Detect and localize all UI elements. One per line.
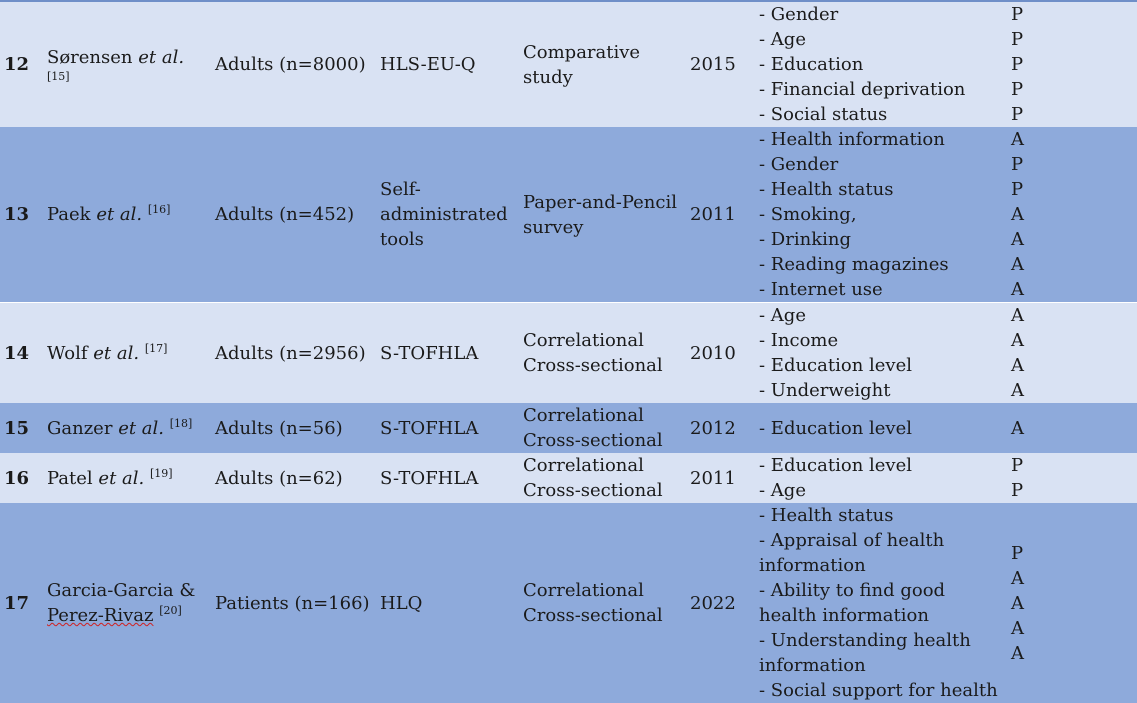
row-number: 17 <box>4 592 30 614</box>
table-row-15 <box>0 403 1137 453</box>
participants-cell: Patients (n=166) <box>215 592 370 614</box>
participants-cell: Adults (n=8000) <box>215 54 366 75</box>
year-cell: 2011 <box>690 204 736 225</box>
factors-cell: - Education level <box>759 417 912 439</box>
year-cell: 2011 <box>690 467 736 489</box>
design-cell: Correlational Cross-sectional <box>523 455 663 501</box>
row-number: 14 <box>4 342 30 364</box>
year-cell: 2010 <box>690 342 736 364</box>
reference: [20] <box>159 604 182 617</box>
tool-cell: HLQ <box>380 592 423 614</box>
table-row-13 <box>0 127 1137 302</box>
row-number: 12 <box>4 54 30 75</box>
reference: [15] <box>47 70 70 83</box>
design-cell: Correlational Cross-sectional <box>523 405 663 451</box>
tool-cell: S-TOFHLA <box>380 342 479 364</box>
tool-cell: S-TOFHLA <box>380 467 479 489</box>
tool-cell: Self- administrated tools <box>380 179 508 250</box>
reference: [16] <box>147 203 171 216</box>
tool-cell: S-TOFHLA <box>380 417 479 439</box>
row-number: 13 <box>4 204 30 225</box>
design-cell: Correlational Cross-sectional <box>523 330 663 376</box>
author-cell: Patel et al. [19] <box>47 466 173 489</box>
design-cell: Comparative study <box>523 41 641 88</box>
factors-cell: - Health information - Gender - Health status - Smoking, - Drinking - Reading magazines - Internet use <box>759 129 949 300</box>
effects-cell: A A A A <box>1011 305 1024 401</box>
effects-cell: A <box>1011 417 1024 439</box>
table-row-17 <box>0 503 1137 703</box>
table-row-14 <box>0 303 1137 403</box>
table-row-12 <box>0 2 1137 127</box>
year-cell: 2022 <box>690 592 736 614</box>
reference: [17] <box>144 341 168 355</box>
design-cell: Correlational Cross-sectional <box>523 580 663 626</box>
effects-cell: P P P P P <box>1011 4 1024 125</box>
participants-cell: Adults (n=452) <box>215 204 355 225</box>
effects-cell: P P <box>1011 455 1024 501</box>
row-number: 15 <box>4 417 30 439</box>
reference: [19] <box>149 466 173 480</box>
author-cell: Sørensen et al. [15] <box>47 2 207 127</box>
table-row-16 <box>0 453 1137 503</box>
author-cell: Garcia-Garcia & Perez-Rivaz [20] <box>47 580 196 626</box>
effects-cell: P A A A A <box>1011 542 1024 664</box>
row-number: 16 <box>4 467 30 489</box>
participants-cell: Adults (n=62) <box>215 467 343 489</box>
design-cell: Paper-and-Pencil survey <box>523 191 677 238</box>
factors-cell: - Education level - Age <box>759 455 912 501</box>
factors-cell: - Age - Income - Education level - Underweight <box>759 305 912 401</box>
participants-cell: Adults (n=56) <box>215 417 343 439</box>
factors-cell: - Health status - Appraisal of health information - Ability to find good health information - Understanding health information - Social support for health <box>759 505 998 701</box>
reference: [18] <box>169 416 193 430</box>
author-cell: Wolf et al. [17] <box>47 341 168 364</box>
year-cell: 2015 <box>690 54 736 75</box>
participants-cell: Adults (n=2956) <box>215 342 366 364</box>
spellcheck-flagged-word: Perez-Rivaz <box>47 605 154 626</box>
author-cell: Ganzer et al. [18] <box>47 416 193 439</box>
year-cell: 2012 <box>690 417 736 439</box>
effects-cell: A P P A A A A <box>1011 129 1024 300</box>
author-cell: Paek et al. [16] <box>47 203 171 225</box>
factors-cell: - Gender - Age - Education - Financial deprivation - Social status <box>759 4 966 125</box>
tool-cell: HLS-EU-Q <box>380 54 476 75</box>
